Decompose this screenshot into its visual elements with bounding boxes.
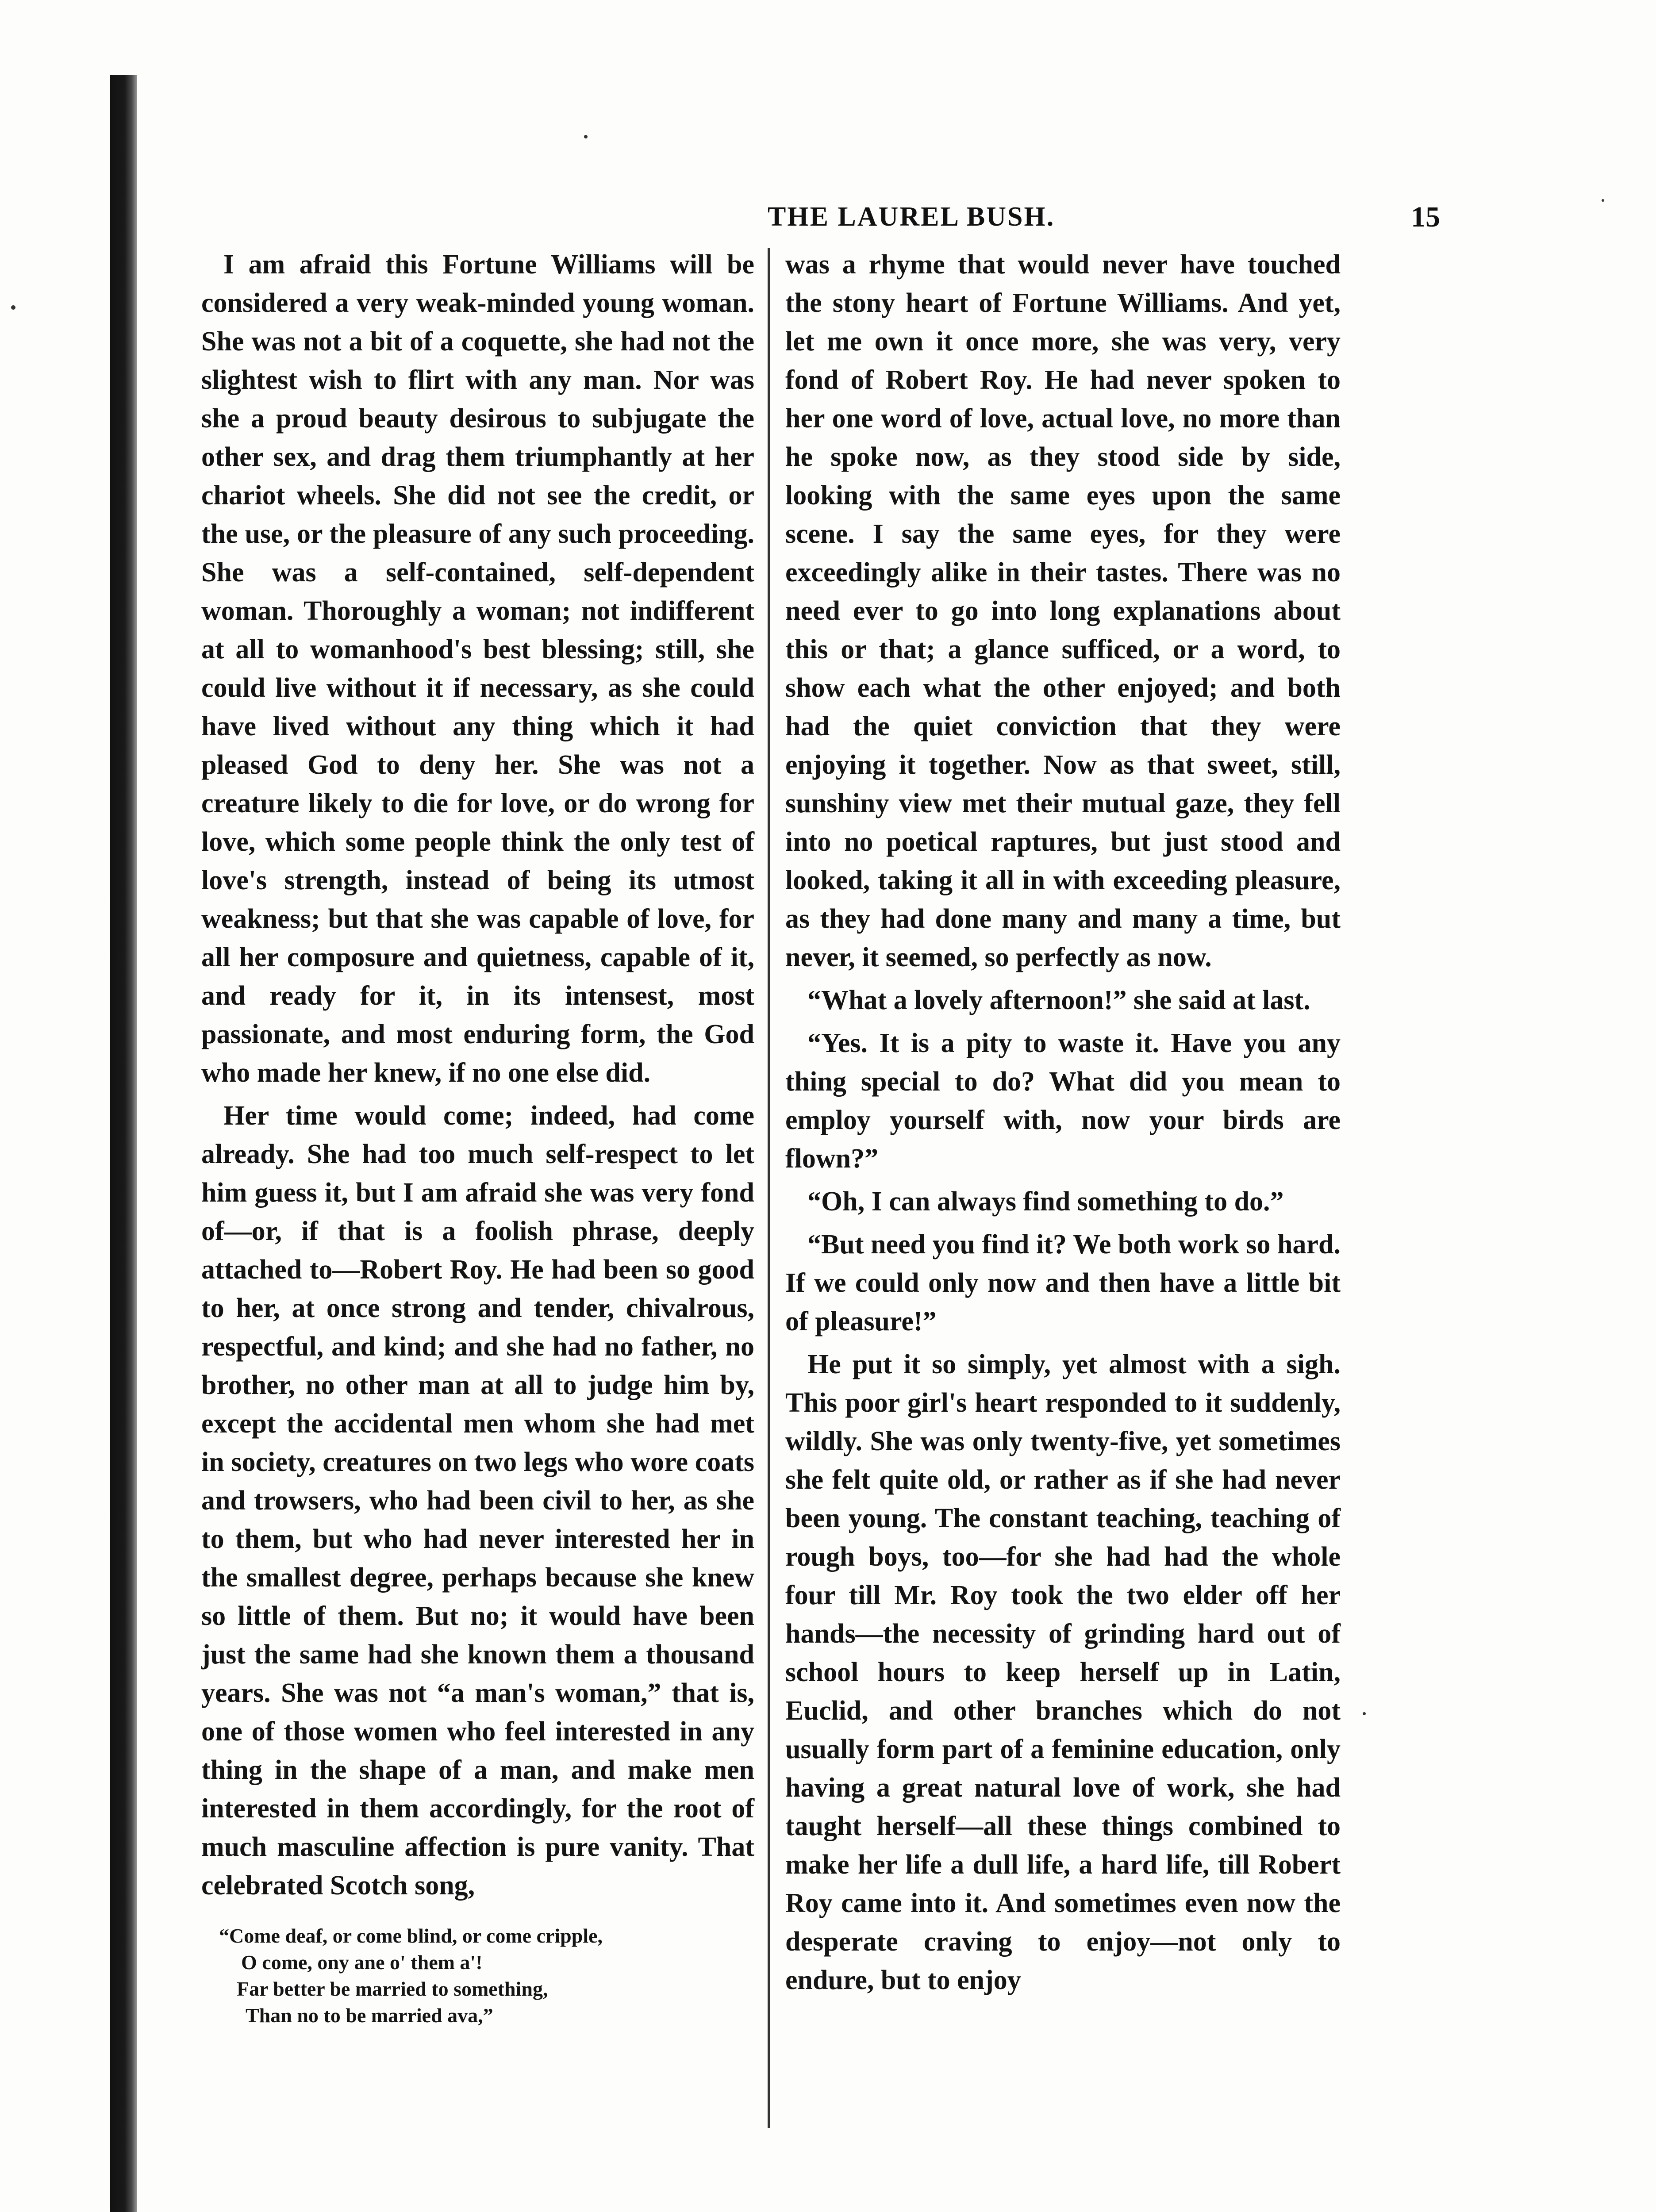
column-divider [768, 248, 770, 2128]
verse-line: “Come deaf, or come blind, or come cripple, [219, 1924, 603, 1947]
scan-speck [1363, 1712, 1366, 1715]
body-paragraph-continued: was a rhyme that would never have touched the stony heart of Fortune Williams. And yet, let me own it once more, she was very, very fond of Robert Roy. He had never spoken to her one word of love, actual love, no more than he spoke now, as they stood side by side, looking with the same eyes upon the same scene. I say the same eyes, for they were exceedingly alike in their tastes. There was no need ever to go into long explanations about this or that; a glance sufficed, or a word, to show each what the other enjoyed; and both had the quiet conviction that they were enjoying it together. Now as that sweet, still, sunshiny view met their mutual gaze, they fell into no poetical raptures, but just stood and looked, taking it all in with exceeding pleasure, as they had done many and many a time, but never, it seemed, so perfectly as now. [785, 250, 1341, 972]
dialogue-paragraph: “But need you find it? We both work so hard. If we could only now and then have a little bit of pleasure!” [785, 1229, 1341, 1336]
running-title: THE LAUREL BUSH. [768, 202, 1055, 232]
left-column [201, 246, 754, 2029]
verse-line: Far better be married to something, [237, 1978, 548, 2000]
right-column [785, 246, 1341, 2004]
dialogue-paragraph: “Yes. It is a pity to waste it. Have you any thing special to do? What did you mean to employ yourself with, now your birds are flown?” [785, 1028, 1341, 1174]
binding-shadow [110, 75, 137, 2212]
verse-line: Than no to be married ava,” [246, 2004, 493, 2027]
dialogue-paragraph: “What a lovely afternoon!” she said at last. [807, 985, 1310, 1015]
scan-speck [584, 135, 588, 138]
verse-line: O come, ony ane o' them a'! [241, 1951, 483, 1974]
body-paragraph: Her time would come; indeed, had come already. She had too much self-respect to let him guess it, but I am afraid she was very fond of—or, if that is a foolish phrase, deeply attached to—Robert Roy. He had been so good to her, at once strong and tender, chivalrous, respectful, and kind; and she had no father, no brother, no other man at all to judge him by, except the accidental men whom she had met in society, creatures on two legs who wore coats and trowsers, who had been civil to her, as she to them, but who had never interested her in the smallest degree, perhaps because she knew so little of them. But no; it would have been just the same had she known them a thousand years. She was not “a man's woman,” that is, one of those women who feel interested in any thing in the shape of a man, and make men interested in them accordingly, for the root of much masculine affection is pure vanity. That celebrated Scotch song, [201, 1101, 754, 1901]
body-paragraph: I am afraid this Fortune Williams will be considered a very weak-minded young woman. She was not a bit of a coquette, she had not the slightest wish to flirt with any man. Nor was she a proud beauty desirous to subjugate the other sex, and drag them triumphantly at her chariot wheels. She did not see the credit, or the use, or the pleasure of any such proceeding. She was a self-contained, self-dependent woman. Thoroughly a woman; not indifferent at all to womanhood's best blessing; still, she could live without it if necessary, as she could have lived without any thing which it had pleased God to deny her. She was not a creature likely to die for love, or do wrong for love, which some people think the only test of love's strength, instead of being its utmost weakness; but that she was capable of love, for all her composure and quietness, capable of it, and ready for it, in its intensest, most passionate, and most enduring form, the God who made her knew, if no one else did. [201, 250, 754, 1088]
song-verse [219, 1923, 754, 2029]
page-number: 15 [1411, 201, 1440, 233]
scan-speck [1602, 199, 1604, 202]
page-header [768, 197, 1440, 250]
body-paragraph: He put it so simply, yet almost with a sigh. This poor girl's heart responded to it suddenly, wildly. She was only twenty-five, yet sometimes she felt quite old, or rather as if she had never been young. The constant teaching, teaching of rough boys, too—for she had had the whole four till Mr. Roy took the two elder off her hands—the necessity of grinding hard out of school hours to keep herself up in Latin, Euclid, and other branches which do not usually form part of a feminine education, only having a great natural love of work, she had taught herself—all these things combined to make her life a dull life, a hard life, till Robert Roy came into it. And sometimes even now the desperate craving to enjoy—not only to endure, but to enjoy [785, 1349, 1341, 1995]
scan-speck [11, 305, 15, 310]
dialogue-paragraph: “Oh, I can always find something to do.” [807, 1187, 1284, 1217]
